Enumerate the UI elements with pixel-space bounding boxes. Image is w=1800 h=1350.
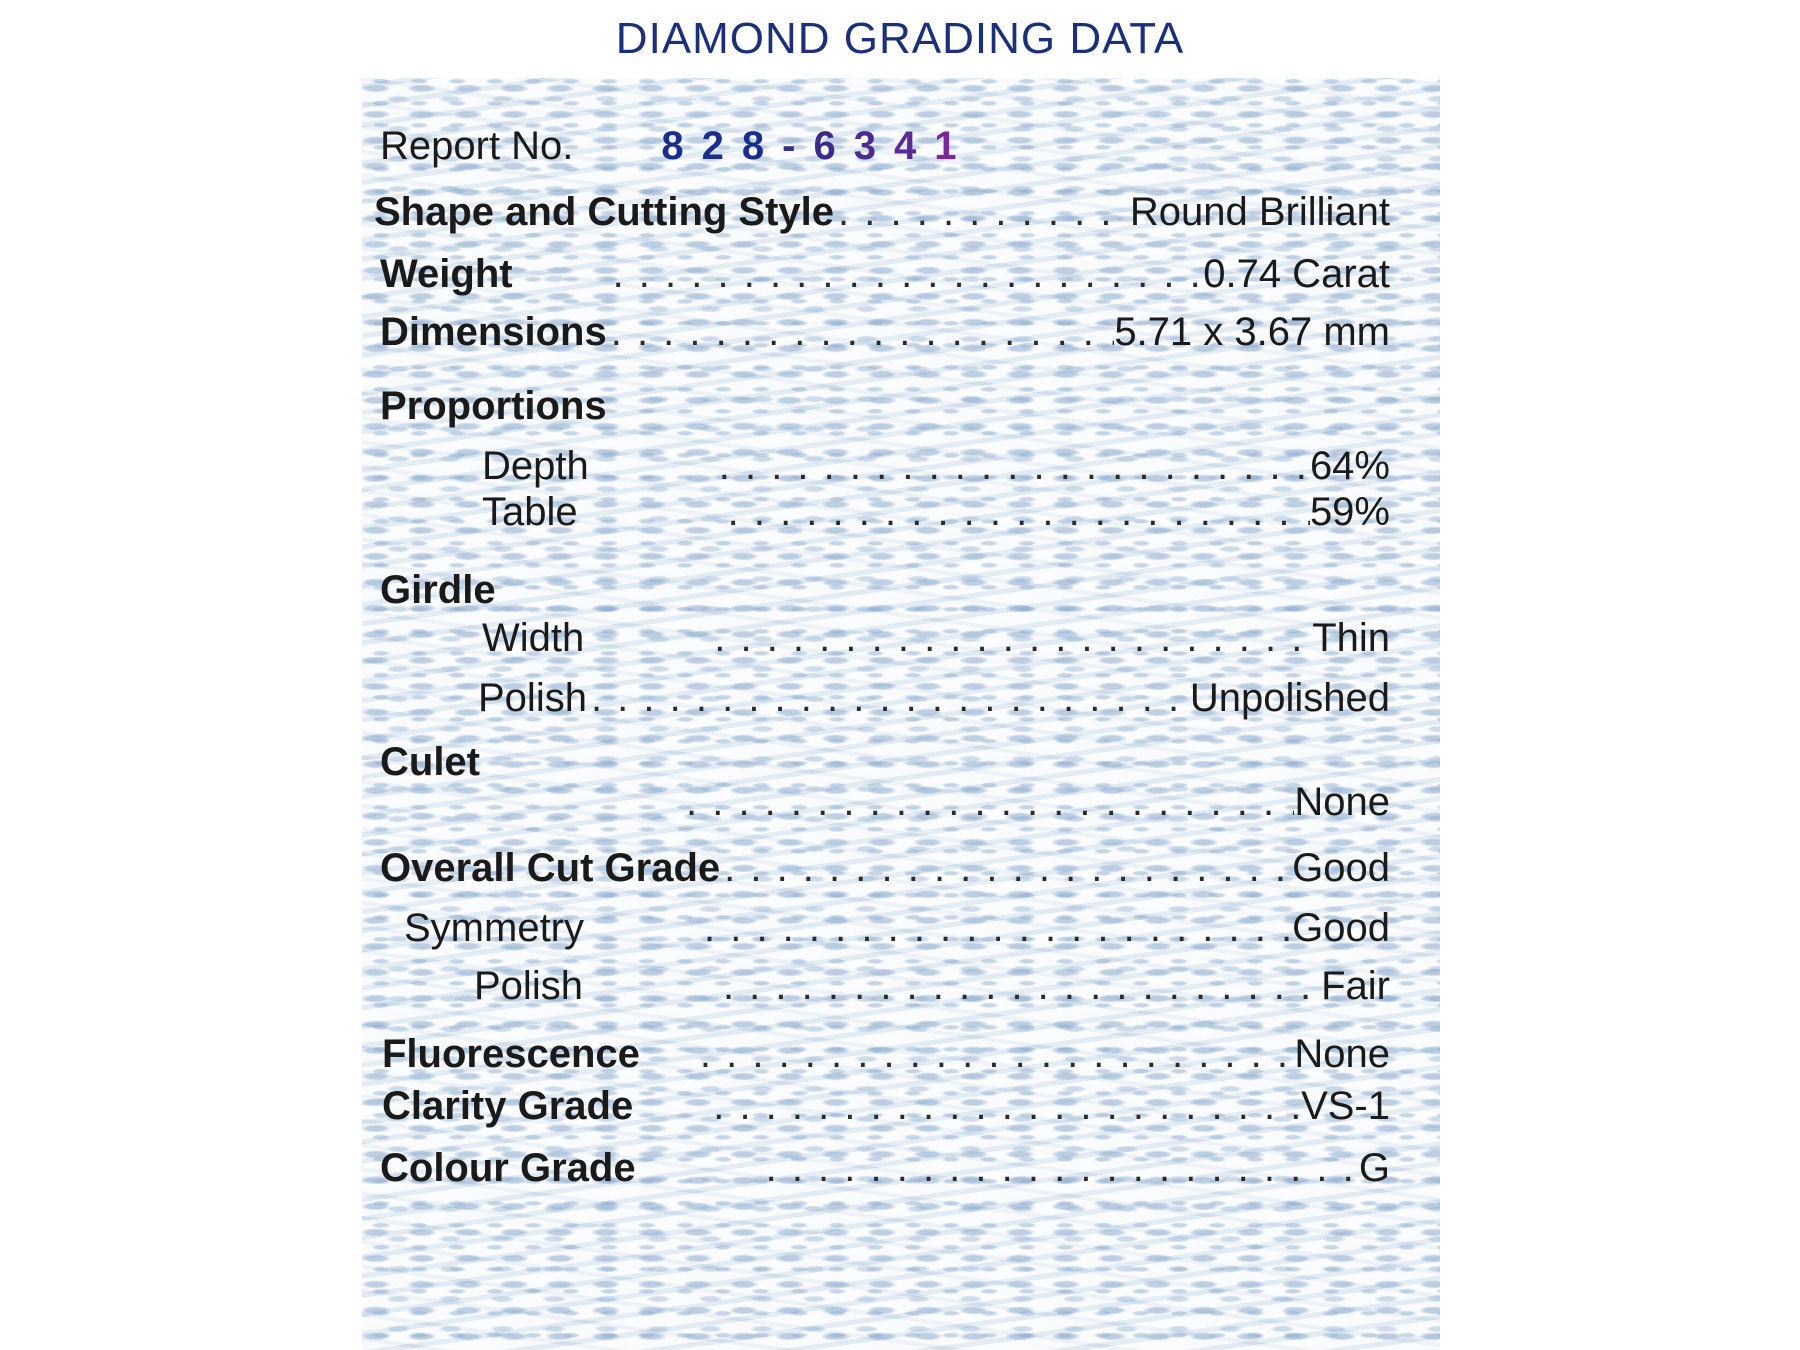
report-number-value: [661, 122, 974, 170]
report-number-row: [380, 122, 975, 170]
report-number-label: Report No.: [380, 124, 574, 168]
report-digit: 6: [813, 124, 854, 168]
dot-leader: [583, 962, 1321, 1010]
fluorescence-value: None: [1294, 1032, 1390, 1076]
symmetry-value: Good: [1292, 906, 1390, 950]
girdle-heading: Girdle: [380, 568, 496, 612]
colour-value: G: [1358, 1146, 1390, 1190]
report-digit: 8: [741, 124, 783, 168]
table-row: [482, 488, 1390, 536]
dimensions-row: [380, 308, 1390, 356]
table-value: 59%: [1309, 490, 1390, 534]
clarity-row: [382, 1082, 1390, 1130]
girdle-polish-label: Polish: [478, 676, 587, 720]
overall-cut-row: [380, 844, 1390, 892]
shape-row: [374, 188, 1390, 236]
girdle-width-row: [482, 614, 1390, 662]
culet-value: None: [1294, 780, 1390, 824]
shape-label: Shape and Cutting Style: [374, 190, 835, 234]
proportions-heading: Proportions: [380, 384, 607, 428]
colour-label: Colour Grade: [380, 1146, 636, 1190]
fluorescence-row: [382, 1030, 1390, 1078]
clarity-label: Clarity Grade: [382, 1084, 634, 1128]
culet-heading: Culet: [380, 740, 480, 784]
culet-row: [682, 778, 1390, 826]
dot-leader: [834, 188, 1130, 236]
girdle-width-value: Thin: [1312, 616, 1390, 660]
symmetry-row: [404, 904, 1390, 952]
clarity-value: VS-1: [1301, 1084, 1390, 1128]
table-label: Table: [482, 490, 578, 534]
shape-value: Round Brilliant: [1129, 190, 1390, 234]
weight-row: [380, 250, 1390, 298]
weight-label: Weight: [380, 252, 513, 296]
overall-cut-label: Overall Cut Grade: [380, 846, 721, 890]
report-digit: 8: [661, 124, 702, 168]
dot-leader: [587, 674, 1190, 722]
depth-row: [482, 428, 1390, 490]
overall-cut-value: Good: [1292, 846, 1390, 890]
girdle-polish-value: Unpolished: [1189, 676, 1390, 720]
document-title: DIAMOND GRADING DATA: [615, 14, 1185, 63]
colour-row: [380, 1144, 1390, 1192]
dot-leader: [513, 250, 1204, 298]
symmetry-label: Symmetry: [404, 906, 584, 950]
report-digit: 2: [701, 124, 742, 168]
report-digit: 1: [934, 124, 975, 168]
girdle-width-label: Width: [482, 616, 585, 660]
report-digit: 4: [894, 124, 935, 168]
dot-leader: [584, 614, 1312, 662]
depth-value: 64%: [1309, 444, 1390, 488]
polish-row: [474, 962, 1390, 1010]
report-digit: 3: [853, 124, 894, 168]
dot-leader: [640, 1030, 1294, 1078]
dimensions-value: 5.71 x 3.67 mm: [1114, 310, 1390, 354]
dimensions-label: Dimensions: [380, 310, 607, 354]
dot-leader: [682, 778, 1294, 826]
polish-label: Polish: [474, 964, 583, 1008]
report-digit: -: [782, 124, 814, 168]
weight-value: 0.74 Carat: [1203, 252, 1390, 296]
dot-leader: [589, 442, 1310, 490]
dot-leader: [633, 1082, 1301, 1130]
dot-leader: [720, 844, 1292, 892]
dot-leader: [607, 308, 1115, 356]
fluorescence-label: Fluorescence: [382, 1032, 640, 1076]
girdle-polish-row: [478, 674, 1390, 722]
dot-leader: [584, 904, 1292, 952]
grading-data-panel: [362, 78, 1440, 1350]
dot-leader: [636, 1144, 1359, 1192]
polish-value: Fair: [1321, 964, 1390, 1008]
dot-leader: [578, 488, 1310, 536]
depth-label: Depth: [482, 444, 589, 488]
